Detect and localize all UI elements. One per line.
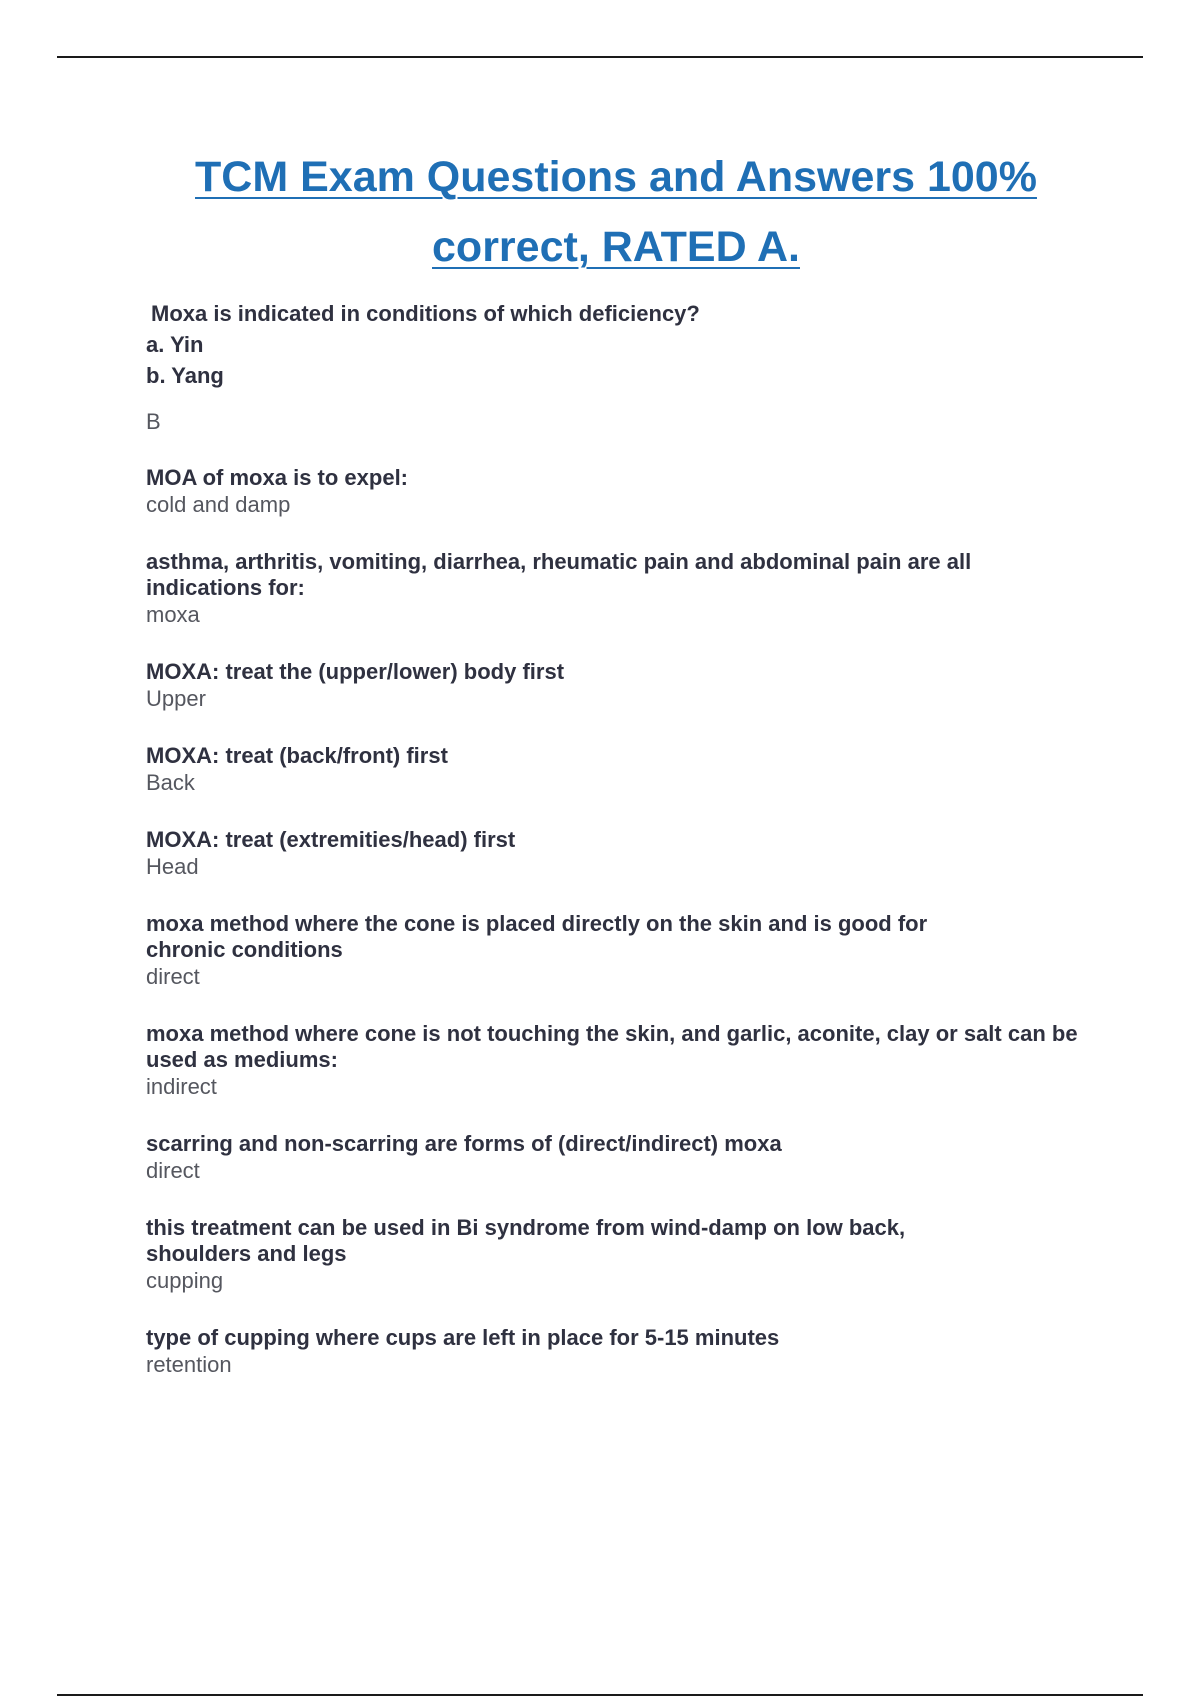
qa-item <box>146 1325 1096 1379</box>
question-text: moxa method where the cone is placed directly on the skin and is good for chronic conditions <box>146 911 928 962</box>
first-question-block <box>146 298 1096 435</box>
qa-item <box>146 743 1096 797</box>
option-b: b. Yang <box>146 363 224 388</box>
qa-item <box>146 465 1096 519</box>
answer-text: cold and damp <box>146 492 291 517</box>
qa-item <box>146 911 986 991</box>
qa-item <box>146 659 1096 713</box>
top-rule <box>57 56 1143 58</box>
answer-text: indirect <box>146 1074 217 1099</box>
question-text: MOXA: treat (extremities/head) first <box>146 827 516 852</box>
title-line-1: TCM Exam Questions and Answers 100% <box>195 153 1037 201</box>
qa-item <box>146 549 1066 629</box>
question-text: type of cupping where cups are left in place for 5-15 minutes <box>146 1325 780 1350</box>
qa-item <box>146 827 1096 881</box>
answer-text: direct <box>146 1158 200 1183</box>
question-text: scarring and non-scarring are forms of (direct/indirect) moxa <box>146 1131 782 1156</box>
title-line-2: correct, RATED A. <box>432 223 800 271</box>
answer-text: Upper <box>146 686 206 711</box>
question-text: MOA of moxa is to expel: <box>146 465 409 490</box>
question-text: asthma, arthritis, vomiting, diarrhea, rheumatic pain and abdominal pain are all indications for: <box>146 549 972 600</box>
question-text: MOXA: treat (back/front) first <box>146 743 448 768</box>
qa-item <box>146 1215 1016 1295</box>
answer-text: moxa <box>146 602 200 627</box>
answer-text: Back <box>146 770 195 795</box>
answer-text: Head <box>146 854 199 879</box>
question-text: this treatment can be used in Bi syndrome from wind-damp on low back, shoulders and legs <box>146 1215 906 1266</box>
answer-text: direct <box>146 964 200 989</box>
bottom-rule <box>57 1694 1143 1696</box>
option-a: a. Yin <box>146 332 204 357</box>
answer-text: B <box>146 409 161 434</box>
qa-content <box>146 298 1096 1379</box>
qa-item <box>146 1131 1096 1185</box>
question-text: MOXA: treat the (upper/lower) body first <box>146 659 565 684</box>
answer-text: cupping <box>146 1268 224 1293</box>
question-text: moxa method where cone is not touching the skin, and garlic, aconite, clay or salt can be used as mediums: <box>146 1021 1078 1072</box>
qa-list <box>146 465 1096 1379</box>
answer-text: retention <box>146 1352 232 1377</box>
qa-item <box>146 1021 1096 1101</box>
document-title <box>0 142 1200 282</box>
question-text: Moxa is indicated in conditions of which deficiency? <box>151 301 700 326</box>
